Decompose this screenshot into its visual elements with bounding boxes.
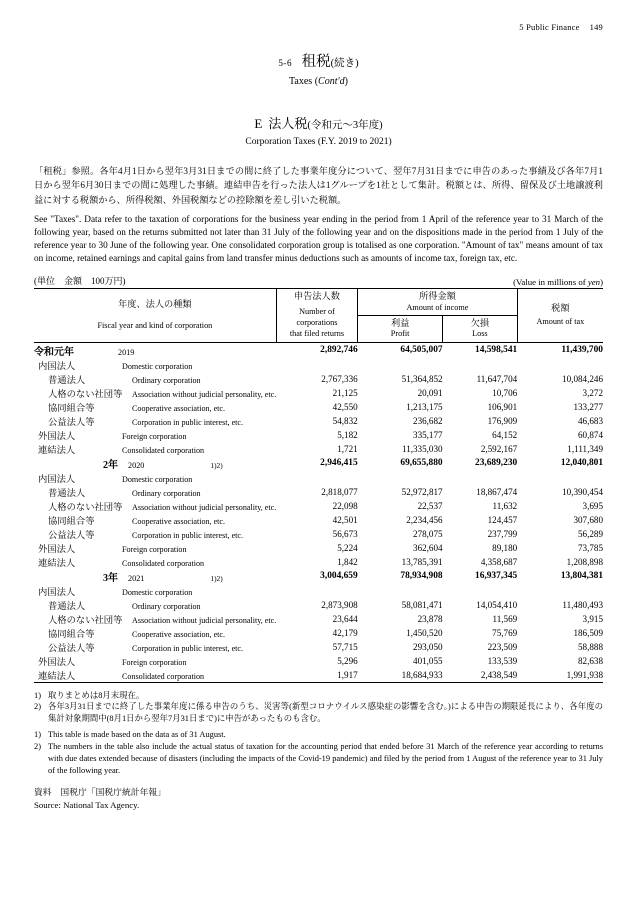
cell-loss: 89,180 [492,542,518,553]
cell-profit: 78,934,908 [400,571,443,581]
row-label-jp: 協同組合等 [48,629,95,640]
table-row [34,640,603,654]
cell-returns: 3,004,659 [320,571,358,581]
note-english: See "Taxes". Data refer to the taxation of corporations for the business year ending in the period from 1 April of the reference year to 31 March of the following year, based on the returns submitted not later than 31 July of the following year and on the dispositions made in the period from 1 July of the reference year to 30 June of the following year. One consolidated corporation group is totalised as one corporation. "Amount of tax" means amount of tax on income, retained earnings and capital gains from land transfer minus deductions such as amounts of income tax, foreign tax, etc. [34,213,603,263]
unit-en-suffix: ) [600,277,603,287]
cell-returns: 2,767,336 [321,373,358,384]
row-label-jp: 人格のない社団等 [48,615,123,626]
cell-returns: 22,098 [332,500,358,511]
table-row [34,442,603,456]
table-row [34,555,603,569]
row-label-en: Domestic corporation [122,587,193,597]
footnotes [34,690,603,777]
table-body [34,342,603,682]
cell-returns: 21,125 [332,387,358,398]
unit-row [34,274,603,287]
cell-returns: 1,842 [337,556,358,567]
cell-loss: 11,569 [492,613,518,624]
cell-loss: 10,706 [492,387,518,398]
cell-profit: 1,450,520 [406,627,443,638]
section-title-jp: 租税 [301,54,331,70]
cell-loss: 237,799 [487,528,518,539]
header-income-jp: 所得金額 [419,291,456,301]
cell-tax: 10,084,246 [562,373,603,384]
cell-profit: 52,972,817 [401,486,443,497]
row-label-jp: 公益法人等 [48,643,95,654]
cell-tax: 3,695 [582,500,603,511]
unit-jp: (単位 金額 100万円) [34,276,126,286]
cell-tax: 1,208,898 [566,556,603,567]
row-label-jp: 協同組合等 [48,403,95,414]
note-japanese: 「租税」参照。各年4月1日から翌年3月31日までの間に終了した事業年度分について、翌年7月31日までに申告のあった事績及び各年7月1日から翌年6月30日までの間に処理した事績。連結申告を行った法人は1グループを1社として集計。税額とは、所得、留保及び土地譲渡利益に対する税額から、所得税額、外国税額などの控除額を差し引いた税額。 [34,166,603,205]
source-block [34,786,603,812]
footnote-text: The numbers in the table also include the actual status of taxation for the accounting period that ended before 31 March of the reference year according to returns with due dates extended because of disasters (including the impacts of the Covid-19 pandemic) and filed by the period from 1 August of the reference year to 31 July of the following year. [48,742,603,776]
row-label-en: Corporation in public interest, etc. [132,530,244,540]
cell-returns: 2,818,077 [321,486,358,497]
cell-tax: 12,040,801 [560,458,603,468]
header-tax-en: Amount of tax [536,317,585,327]
cell-loss: 2,592,167 [480,443,518,454]
cell-tax: 3,272 [582,387,603,398]
header-loss-jp: 欠損 [470,317,490,328]
year-label-en: 2020 [128,460,145,470]
section-title-en-ital: Cont'd [318,76,345,87]
subsection-title [34,113,603,132]
row-label-jp: 内国法人 [38,474,76,485]
section-number: 5-6 [278,58,292,68]
year-label-en: 2019 [118,347,135,357]
table-row [34,372,603,386]
table-row [34,513,603,527]
row-label-jp: 協同組合等 [48,516,95,527]
cell-tax: 10,390,454 [562,486,603,497]
row-label-en: Domestic corporation [122,474,193,484]
cell-profit: 23,878 [417,613,443,624]
subsection-letter: E [254,116,263,131]
year-label-jp: 2年 [103,459,118,471]
row-label-en: Consolidated corporation [122,445,205,455]
row-label-en: Ordinary corporation [132,375,201,385]
row-label-jp: 内国法人 [38,587,76,598]
header-tax-jp: 税額 [551,302,570,313]
footnote-number: 2) [34,742,41,752]
cell-loss: 133,539 [487,655,518,666]
row-label-en: Foreign corporation [122,544,187,554]
cell-returns: 56,673 [332,528,358,539]
cell-returns: 23,644 [332,613,358,624]
row-label-en: Cooperative association, etc. [132,403,226,413]
footnote-number: 1) [34,730,41,740]
cell-profit: 401,055 [413,655,443,666]
cell-tax: 56,289 [577,528,603,539]
cell-loss: 64,152 [492,429,518,440]
row-label-en: Ordinary corporation [132,601,201,611]
row-label-en: Association without judicial personality, etc. [132,615,277,625]
cell-returns: 42,501 [332,514,358,525]
cell-profit: 335,177 [413,429,443,440]
cell-profit: 362,604 [413,542,443,553]
row-label-jp: 人格のない社団等 [48,389,123,400]
unit-en [513,277,603,287]
cell-loss: 11,647,704 [476,373,518,384]
subsection-title-jp: 法人税 [268,116,308,131]
header-profit-en: Profit [390,329,410,339]
table-row [34,400,603,414]
row-label-jp: 連結法人 [38,558,76,569]
cell-returns: 42,550 [332,401,358,412]
cell-tax: 60,874 [577,429,603,440]
table-row [34,626,603,640]
cell-profit: 58,081,471 [401,599,443,610]
year-label-en: 2021 [128,573,145,583]
cell-returns: 2,946,415 [320,458,358,468]
table-row [34,358,603,372]
cell-tax: 133,277 [573,401,603,412]
row-label-jp: 内国法人 [38,361,76,372]
table-row [34,654,603,668]
table-row [34,456,603,471]
cell-tax: 73,785 [577,542,603,553]
footnote-2-en [34,741,603,777]
cell-profit: 20,091 [417,387,443,398]
header-row-label-jp: 年度、法人の種類 [118,299,192,310]
header-income-en: Amount of income [406,302,469,312]
footnote-number: 2) [34,702,41,712]
cell-loss: 223,509 [487,641,518,652]
unit-en-prefix: (Value in millions of [513,277,588,287]
row-label-en: Corporation in public interest, etc. [132,643,244,653]
cell-profit: 18,684,933 [358,668,443,683]
cell-returns: 5,224 [337,542,358,553]
footnote-1-en [34,729,603,741]
table-row [34,471,603,485]
cell-returns: 57,715 [332,641,358,652]
row-label-jp: 連結法人 [38,445,76,456]
cell-profit: 11,335,030 [401,443,443,454]
table-row [34,527,603,541]
cell-tax: 11,439,700 [561,345,603,355]
cell-tax: 1,991,938 [517,668,603,683]
row-label-jp: 普通法人 [48,375,86,386]
unit-en-ital: yen [587,277,601,287]
footnote-ref: 1)2) [210,460,223,470]
source-en: Source: National Tax Agency. [34,799,140,810]
table-header [34,289,603,343]
cell-loss: 106,901 [487,401,518,412]
row-label-en: Consolidated corporation [122,671,205,681]
cell-profit: 278,075 [413,528,443,539]
cell-loss: 18,867,474 [476,486,518,497]
cell-profit: 236,682 [413,415,443,426]
source-jp: 資料 国税庁「国税庁統計年報」 [34,786,166,797]
row-label-jp: 普通法人 [48,488,86,499]
cell-returns: 2,873,908 [321,599,358,610]
footnote-1-jp [34,690,603,702]
section-title-en-end: ) [344,76,348,87]
row-label-jp: 外国法人 [38,431,76,442]
cell-tax: 1,111,349 [567,443,603,454]
footnote-text: 取りまとめは8月末現在。 [48,690,145,700]
cell-profit: 1,213,175 [406,401,443,412]
cell-returns: 5,182 [337,429,358,440]
section-title [34,50,603,71]
cell-tax: 3,915 [582,613,603,624]
cell-loss: 176,909 [487,415,518,426]
cell-loss: 14,598,541 [475,345,518,355]
row-label-jp: 外国法人 [38,544,76,555]
subsection-period-jp: (令和元～3年度) [307,120,383,131]
row-label-en: Ordinary corporation [132,488,201,498]
running-head-chapter: 5 Public Finance [519,22,580,32]
table-row [34,612,603,626]
cell-returns: 2,892,746 [320,345,358,355]
table-row [34,584,603,598]
table-row [34,541,603,555]
row-label-en: Foreign corporation [122,657,187,667]
cell-profit: 2,234,456 [406,514,443,525]
section-title-en-text: Taxes ( [289,76,319,87]
row-label-en: Cooperative association, etc. [132,516,226,526]
header-returns-jp: 申告法人数 [293,291,340,302]
table-row [34,428,603,442]
row-label-en: Consolidated corporation [122,558,205,568]
row-label-jp: 連結法人 [38,671,76,682]
section-title-en [34,76,603,87]
cell-profit: 293,050 [413,641,443,652]
cell-loss: 23,689,230 [475,458,518,468]
cell-returns: 54,832 [332,415,358,426]
row-label-jp: 公益法人等 [48,530,95,541]
cell-tax: 11,480,493 [562,599,603,610]
footnote-2-jp [34,701,603,725]
running-head [34,22,603,32]
row-label-jp: 人格のない社団等 [48,502,123,513]
footnote-text: 各年3月31日までに終了した事業年度に係る申告のうち、災害等(新型コロナウイルス感染症の影響を含む。)による申告の期限延長により、各年度の集計対象期間中(8月1日から翌年7月31日まで)に申告があったものも含む。 [48,702,603,724]
cell-loss: 75,769 [492,627,518,638]
table-row [34,598,603,612]
cell-profit: 51,364,852 [401,373,443,384]
header-returns-en: Number of corporations that filed returns [289,306,345,339]
cell-tax: 186,509 [573,627,603,638]
table-row [34,499,603,513]
table-row [34,414,603,428]
header-row-label-en: Fiscal year and kind of corporation [97,320,213,330]
year-label-jp: 3年 [103,572,118,584]
header-loss-en: Loss [472,329,488,339]
cell-loss: 11,632 [492,500,518,511]
row-label-en: Foreign corporation [122,431,187,441]
cell-tax: 307,680 [573,514,603,525]
cell-tax: 13,804,381 [560,571,603,581]
cell-loss: 2,438,549 [443,668,518,683]
cell-profit: 69,655,880 [400,458,443,468]
running-head-page: 149 [589,22,603,32]
subsection-title-en: Corporation Taxes (F.Y. 2019 to 2021) [245,137,392,147]
row-label-jp: 公益法人等 [48,417,95,428]
footnote-text: This table is made based on the data as of 31 August. [48,730,226,740]
cell-returns: 1,721 [337,443,358,454]
cell-returns: 5,296 [337,655,358,666]
row-label-en: Association without judicial personality, etc. [132,389,277,399]
row-label-en: Association without judicial personality, etc. [132,502,277,512]
row-label-jp: 普通法人 [48,601,86,612]
cell-returns: 1,917 [276,668,357,683]
row-label-en: Corporation in public interest, etc. [132,417,244,427]
cell-tax: 46,683 [577,415,603,426]
cell-profit: 22,537 [417,500,443,511]
cell-returns: 42,179 [332,627,358,638]
table-row [34,668,603,683]
table-row [34,569,603,584]
section-title-cont: (続き) [330,58,359,69]
row-label-jp: 外国法人 [38,657,76,668]
corporation-tax-table [34,288,603,683]
cell-profit: 13,785,391 [401,556,443,567]
cell-loss: 14,054,410 [476,599,518,610]
cell-tax: 82,638 [577,655,603,666]
cell-loss: 16,937,345 [475,571,518,581]
row-label-en: Domestic corporation [122,361,193,371]
footnote-number: 1) [34,690,41,700]
cell-loss: 4,358,687 [480,556,518,567]
footnote-ref: 1)2) [210,573,223,583]
row-label-en: Cooperative association, etc. [132,629,226,639]
table-row [34,342,603,358]
cell-tax: 58,888 [577,641,603,652]
header-profit-jp: 利益 [390,317,410,328]
table-row [34,386,603,400]
cell-loss: 124,457 [487,514,518,525]
year-label-jp: 令和元年 [34,346,74,358]
cell-profit: 64,505,007 [400,345,443,355]
table-row [34,485,603,499]
